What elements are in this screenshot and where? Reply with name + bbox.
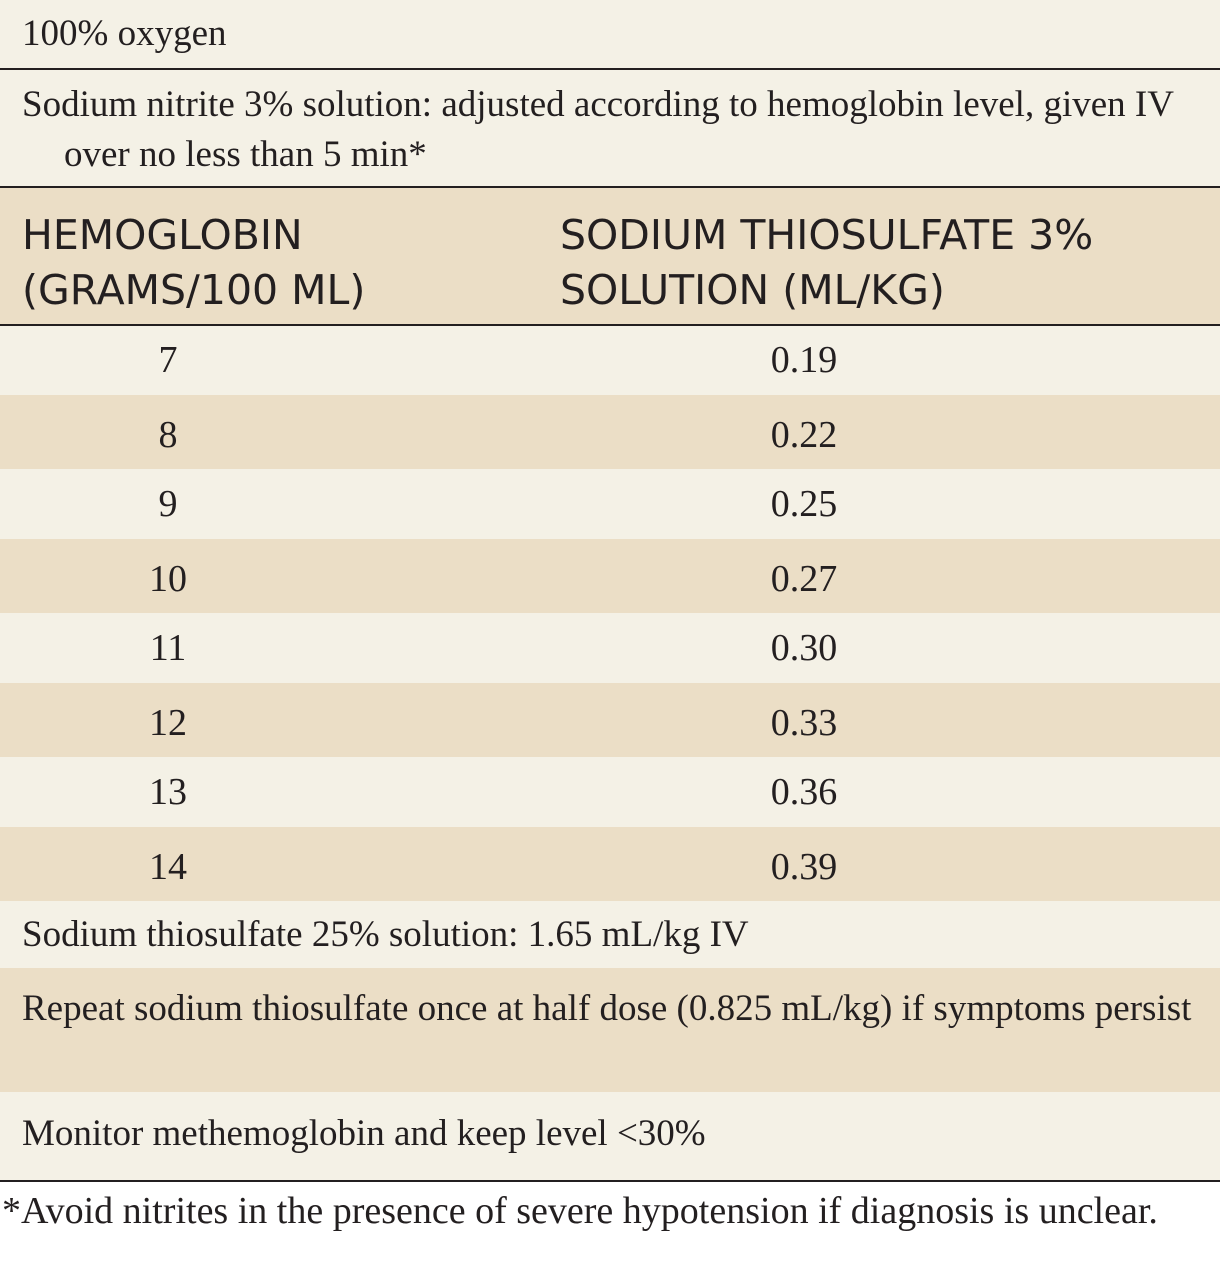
nitrite-row	[0, 70, 1220, 186]
dose-cell: 0.36	[770, 771, 838, 813]
header-hemoglobin: HEMOGLOBIN (GRAMS/100 ML)	[22, 211, 366, 314]
dose-cell: 0.22	[770, 414, 838, 456]
table-row	[0, 827, 1220, 901]
repeat-row	[0, 968, 1220, 1092]
hemoglobin-cell: 14	[149, 846, 187, 888]
oxygen-text: 100% oxygen	[22, 13, 227, 54]
dose-cell: 0.33	[770, 702, 838, 744]
table-row	[0, 395, 1220, 469]
hemoglobin-cell: 7	[158, 339, 178, 381]
monitor-text: Monitor methemoglobin and keep level <30%	[22, 1113, 706, 1154]
hemoglobin-cell: 9	[158, 483, 178, 525]
nitrite-text: Sodium nitrite 3% solution: adjusted according to hemoglobin level, given IV over no less than 5 min*	[22, 84, 1174, 175]
oxygen-row	[0, 0, 1220, 68]
repeat-text: Repeat sodium thiosulfate once at half dose (0.825 mL/kg) if symptoms persist	[22, 988, 1192, 1029]
hemoglobin-cell: 10	[149, 558, 187, 600]
footnote: *Avoid nitrites in the presence of severe hypotension if diagnosis is unclear.	[2, 1190, 1158, 1232]
thiosulfate-text: Sodium thiosulfate 25% solution: 1.65 mL/kg IV	[22, 914, 749, 955]
thiosulfate-row	[0, 901, 1220, 968]
hemoglobin-cell: 8	[158, 414, 178, 456]
table-row	[0, 613, 1220, 683]
dose-cell: 0.39	[770, 846, 838, 888]
dose-cell: 0.19	[770, 339, 838, 381]
table-bottom-rule	[0, 1180, 1220, 1182]
table-row	[0, 326, 1220, 395]
dose-cell: 0.30	[770, 627, 838, 669]
table-row	[0, 469, 1220, 539]
table-row	[0, 683, 1220, 757]
table-row	[0, 757, 1220, 827]
hemoglobin-cell: 11	[149, 627, 187, 669]
dose-cell: 0.27	[770, 558, 838, 600]
header-thiosulfate: SODIUM THIOSULFATE 3% SOLUTION (ML/KG)	[560, 211, 1094, 314]
monitor-row	[0, 1092, 1220, 1180]
dose-cell: 0.25	[770, 483, 838, 525]
hemoglobin-cell: 13	[149, 771, 187, 813]
table-row	[0, 539, 1220, 613]
hemoglobin-cell: 12	[149, 702, 187, 744]
table-header	[0, 188, 1220, 324]
